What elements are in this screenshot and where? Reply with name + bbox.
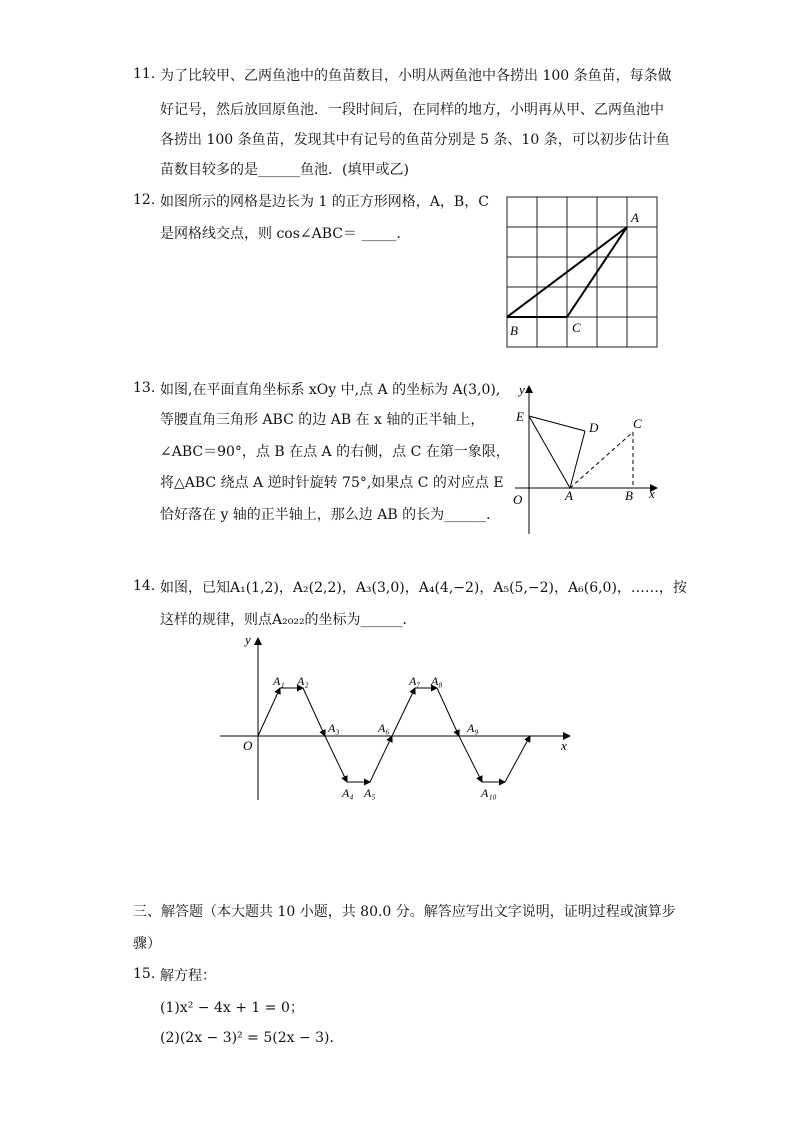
question-text-line: 将△ABC 绕点 A 逆时针旋转 75°,如果点 C 的对应点 E bbox=[160, 475, 504, 491]
point-label-b: B bbox=[510, 323, 518, 338]
origin-label: O bbox=[513, 492, 523, 507]
zigzag-path bbox=[258, 688, 530, 782]
point-label-d: D bbox=[589, 420, 599, 435]
x-axis-label: x bbox=[561, 738, 567, 753]
triangle-aed bbox=[529, 416, 585, 488]
rotation-figure bbox=[505, 376, 665, 536]
point-label: A₁₀ bbox=[481, 786, 497, 800]
question-text-line: 如图所示的网格是边长为 1 的正方形网格，A，B，C bbox=[160, 194, 489, 210]
point-label-c: C bbox=[572, 320, 581, 335]
point-label: A₉ bbox=[467, 721, 479, 735]
point-label: A₈ bbox=[431, 674, 443, 688]
section-heading-line: 骤） bbox=[133, 936, 161, 952]
point-label: A₆ bbox=[378, 721, 390, 735]
y-axis-label: y bbox=[245, 632, 251, 647]
equation-2: (2)(2x − 3)² = 5(2x − 3)． bbox=[160, 1030, 344, 1046]
point-label: A₅ bbox=[364, 786, 376, 800]
question-number: 13. bbox=[133, 380, 156, 396]
point-label-a: A bbox=[565, 488, 573, 503]
point-label-e: E bbox=[516, 409, 524, 424]
question-text-line: ∠ABC＝90°，点 B 在点 A 的右侧，点 C 在第一象限， bbox=[160, 444, 510, 460]
triangle-abc-dashed bbox=[570, 432, 633, 488]
question-text-line: 等腰直角三角形 ABC 的边 AB 在 x 轴的正半轴上， bbox=[160, 412, 485, 428]
point-label-b: B bbox=[625, 488, 633, 503]
zigzag-path-figure bbox=[215, 630, 585, 805]
question-text-line: 为了比较甲、乙两鱼池中的鱼苗数目，小明从两鱼池中各捞出 100 条鱼苗，每条做 bbox=[160, 68, 672, 84]
equation-1: (1)x² − 4x + 1 = 0； bbox=[160, 1000, 304, 1016]
question-text-line: 恰好落在 y 轴的正半轴上，那么边 AB 的长为______． bbox=[160, 507, 501, 523]
question-text-line: 苗数目较多的是______鱼池．(填甲或乙) bbox=[160, 162, 409, 178]
question-text-line: 如图,在平面直角坐标系 xOy 中,点 A 的坐标为 A(3,0), bbox=[160, 382, 501, 398]
origin-label: O bbox=[243, 738, 253, 753]
y-axis-label: y bbox=[519, 382, 525, 397]
grid-triangle-figure bbox=[500, 192, 665, 352]
question-number: 12. bbox=[133, 192, 156, 208]
question-number: 15. bbox=[133, 966, 156, 982]
point-label: A₃ bbox=[328, 721, 340, 735]
x-axis-label: x bbox=[649, 486, 655, 501]
point-label: A₁ bbox=[273, 674, 285, 688]
question-number: 14. bbox=[133, 578, 156, 594]
question-text-line: 是网格线交点，则 cos∠ABC＝ _____． bbox=[160, 226, 411, 242]
point-label-a: A bbox=[631, 210, 639, 225]
point-label-c: C bbox=[633, 416, 642, 431]
question-text-line: 好记号，然后放回原鱼池．一段时间后，在同样的地方，小明再从甲、乙两鱼池中 bbox=[160, 102, 664, 118]
question-text-line: 这样的规律，则点A₂₀₂₂的坐标为______． bbox=[160, 612, 417, 628]
section-heading-line: 三、解答题（本大题共 10 小题，共 80.0 分。解答应写出文字说明，证明过程或演算步 bbox=[133, 904, 676, 920]
question-text-line: 如图，已知A₁(1,2)，A₂(2,2)，A₃(3,0)，A₄(4,−2)，A₅(5,−2)，A₆(6,0)，……，按 bbox=[160, 580, 687, 596]
point-label: A₇ bbox=[409, 674, 421, 688]
point-label: A₂ bbox=[297, 674, 309, 688]
question-title: 解方程： bbox=[160, 968, 216, 984]
point-label: A₄ bbox=[342, 786, 354, 800]
question-text-line: 各捞出 100 条鱼苗，发现其中有记号的鱼苗分别是 5 条、10 条，可以初步估计鱼 bbox=[160, 132, 670, 148]
question-number: 11. bbox=[133, 66, 156, 82]
